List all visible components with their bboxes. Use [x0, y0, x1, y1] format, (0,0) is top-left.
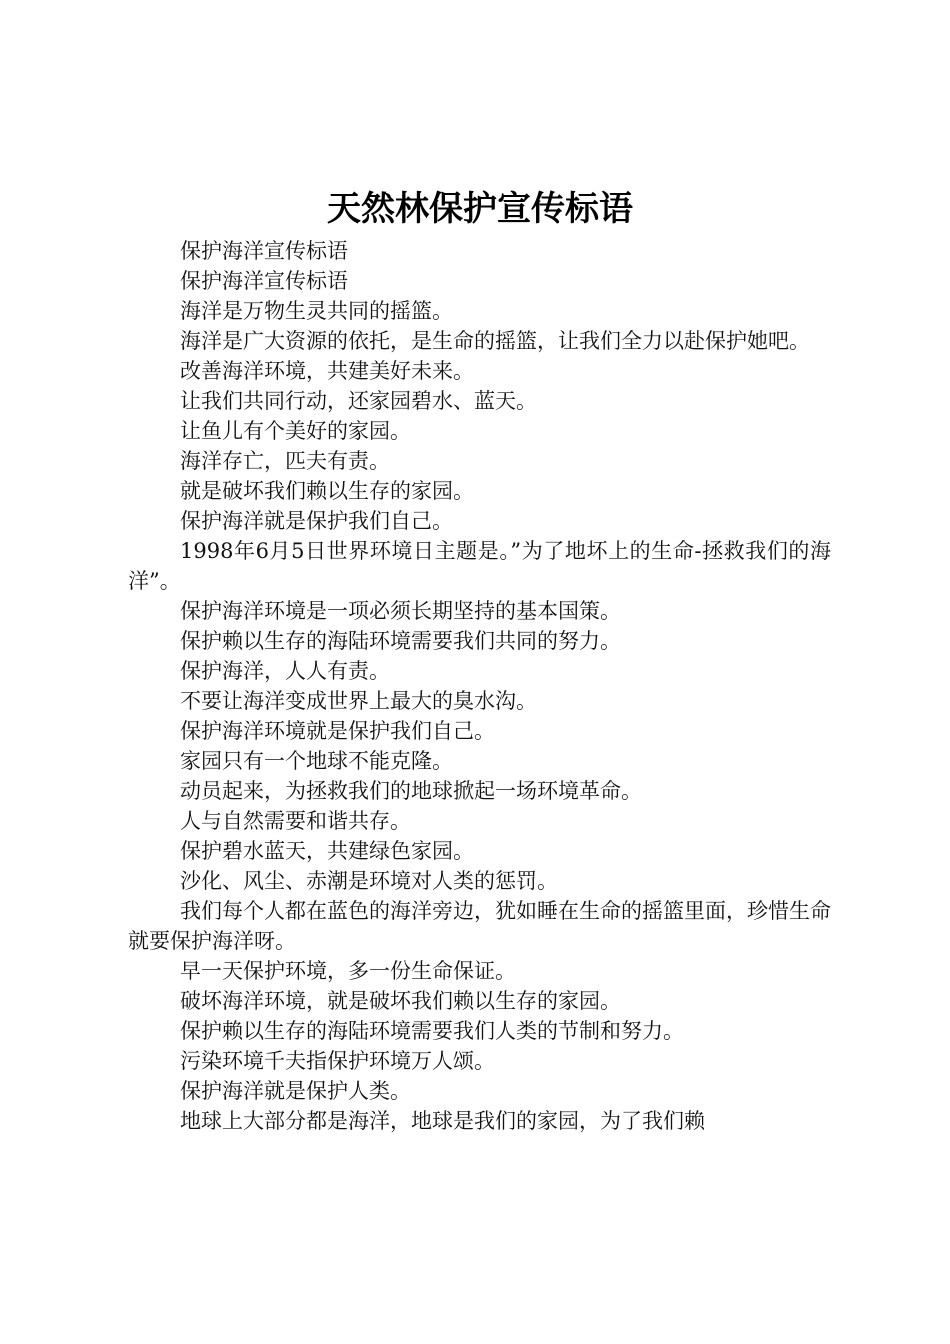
paragraph: 海洋是万物生灵共同的摇篮。 [180, 299, 453, 323]
paragraph: 保护海洋，人人有责。 [180, 659, 390, 683]
paragraph: 保护海洋宣传标语 [180, 269, 348, 293]
document-title: 天然林保护宣传标语 [327, 189, 633, 229]
paragraph: 我们每个人都在蓝色的海洋旁边，犹如睡在生命的摇篮里面，珍惜生命就要保护海洋呀。 [128, 899, 831, 953]
paragraph: 就是破坏我们赖以生存的家园。 [180, 479, 474, 503]
paragraph: 海洋是广大资源的依托，是生命的摇篮，让我们全力以赴保护她吧。 [180, 329, 810, 353]
document-body [128, 236, 831, 1136]
paragraph: 1998年6月5日世界环境日主题是。”为了地坏上的生命-拯救我们的海洋”。 [128, 539, 831, 593]
paragraph: 保护碧水蓝天，共建绿色家园。 [180, 839, 474, 863]
paragraph: 海洋存亡，匹夫有责。 [180, 449, 390, 473]
paragraph: 早一天保护环境，多一份生命保证。 [180, 959, 516, 983]
paragraph: 不要让海洋变成世界上最大的臭水沟。 [180, 689, 537, 713]
paragraph: 保护海洋环境是一项必须长期坚持的基本国策。 [180, 599, 621, 623]
paragraph: 沙化、风尘、赤潮是环境对人类的惩罚。 [180, 869, 558, 893]
paragraph: 人与自然需要和谐共存。 [180, 809, 411, 833]
paragraph: 污染环境千夫指保护环境万人颂。 [180, 1049, 495, 1073]
paragraph: 改善海洋环境，共建美好未来。 [180, 359, 474, 383]
paragraph: 破坏海洋环境，就是破坏我们赖以生存的家园。 [180, 989, 621, 1013]
paragraph: 保护海洋宣传标语 [180, 239, 348, 263]
paragraph: 保护赖以生存的海陆环境需要我们人类的节制和努力。 [180, 1019, 684, 1043]
paragraph: 保护海洋就是保护人类。 [180, 1079, 411, 1103]
paragraph: 动员起来，为拯救我们的地球掀起一场环境革命。 [180, 779, 642, 803]
paragraph: 地球上大部分都是海洋，地球是我们的家园，为了我们赖 [180, 1109, 705, 1133]
paragraph: 保护赖以生存的海陆环境需要我们共同的努力。 [180, 629, 621, 653]
paragraph: 家园只有一个地球不能克隆。 [180, 749, 453, 773]
paragraph: 让鱼儿有个美好的家园。 [180, 419, 411, 443]
paragraph: 保护海洋就是保护我们自己。 [180, 509, 453, 533]
paragraph: 保护海洋环境就是保护我们自己。 [180, 719, 495, 743]
paragraph: 让我们共同行动，还家园碧水、蓝天。 [180, 389, 537, 413]
